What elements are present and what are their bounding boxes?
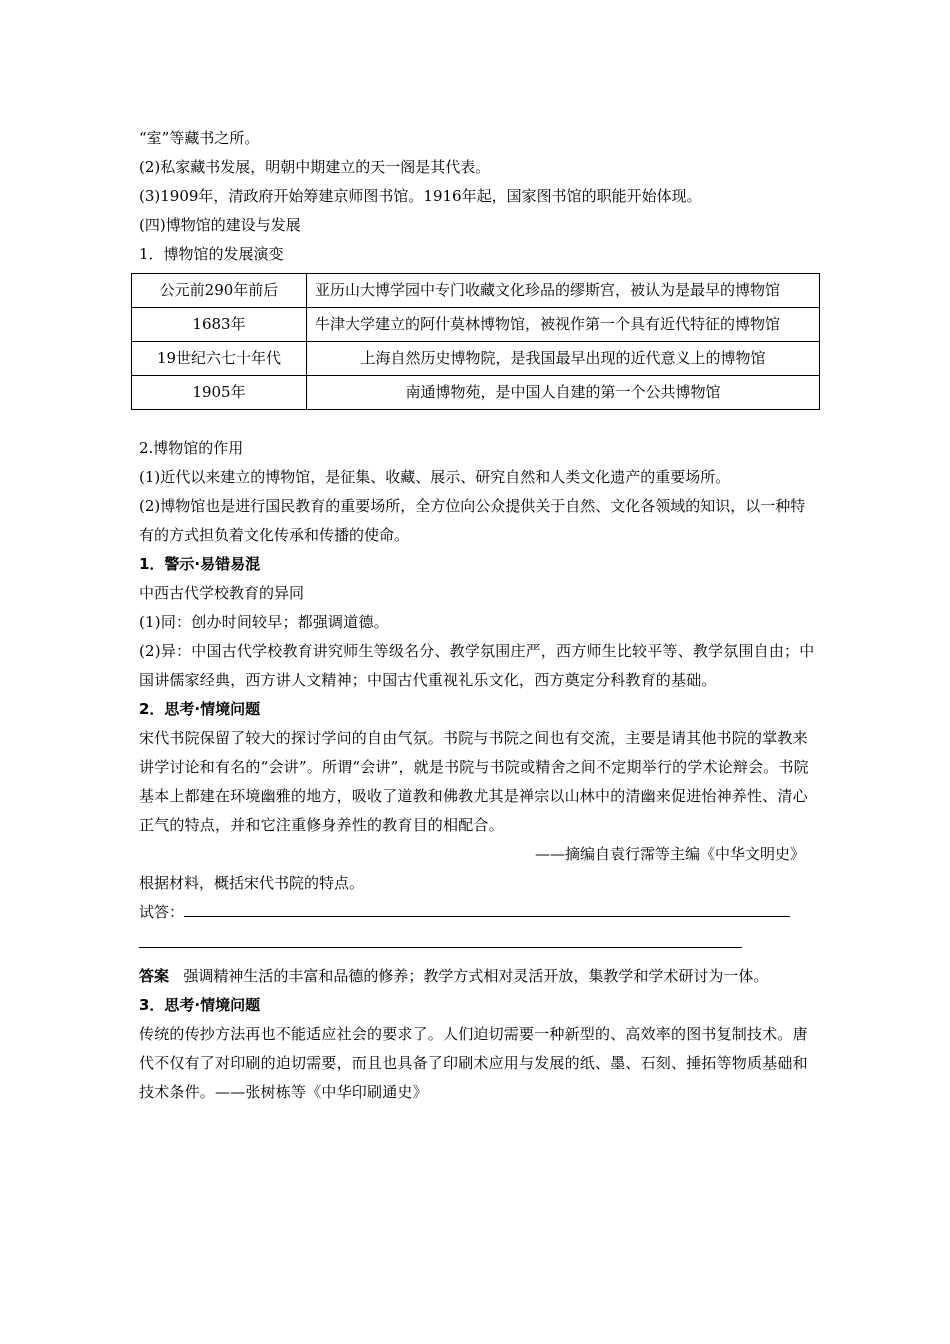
table-cell-year: 1905年 bbox=[132, 376, 307, 410]
think3-title: 3．思考·情境问题 bbox=[139, 996, 261, 1014]
table-cell-desc: 上海自然历史博物院，是我国最早出现的近代意义上的博物馆 bbox=[307, 342, 820, 376]
answer-blank-line-1[interactable] bbox=[184, 898, 790, 917]
museum-role-2: (2)博物馆也是进行国民教育的重要场所，全方位向公众提供关于自然、文化各领域的知识，以一种特有的方式担负着文化传承和传播的使命。 bbox=[139, 497, 806, 544]
museum-evolution-table bbox=[131, 273, 820, 410]
library-continuation: “室”等藏书之所。 bbox=[139, 129, 260, 147]
library-point-2: (2)私家藏书发展，明朝中期建立的天一阁是其代表。 bbox=[139, 158, 491, 176]
document-content bbox=[139, 124, 819, 1107]
table-row bbox=[132, 308, 820, 342]
think2-source: ——摘编自袁行霈等主编《中华文明史》 bbox=[534, 845, 805, 863]
library-point-3: (3)1909年，清政府开始筹建京师图书馆。1916年起，国家图书馆的职能开始体现。 bbox=[139, 187, 702, 205]
warning-title: 1．警示·易错易混 bbox=[139, 555, 261, 573]
table-cell-desc: 南通博物苑，是中国人自建的第一个公共博物馆 bbox=[307, 376, 820, 410]
warning-subtitle: 中西古代学校教育的异同 bbox=[139, 584, 305, 602]
museum-role-1: (1)近代以来建立的博物馆，是征集、收藏、展示、研究自然和人类文化遗产的重要场所。 bbox=[139, 468, 731, 486]
warning-diff: (2)异：中国古代学校教育讲究师生等级名分、教学氛围庄严，西方师生比较平等、教学氛围自由；中国讲儒家经典，西方讲人文精神；中国古代重视礼乐文化，西方奠定分科教育的基础。 bbox=[139, 642, 815, 689]
try-answer-label: 试答： bbox=[139, 903, 185, 921]
table-row bbox=[132, 376, 820, 410]
try-answer-row bbox=[139, 898, 819, 927]
think2-material: 宋代书院保留了较大的探讨学问的自由气氛。书院与书院之间也有交流，主要是请其他书院的掌教来讲学讨论和有名的“会讲”。所谓“会讲”，就是书院与书院或精舍之间不定期举行的学术论辩会。书院基本上都建在环境幽雅的地方，吸收了道教和佛教尤其是禅宗以山林中的清幽来促进怡神养性、清心正气的特点，并和它注重修身养性的教育目的相配合。 bbox=[139, 729, 809, 834]
warning-same: (1)同：创办时间较早；都强调道德。 bbox=[139, 613, 389, 631]
table-cell-year: 19世纪六七十年代 bbox=[132, 342, 307, 376]
table-cell-year: 1683年 bbox=[132, 308, 307, 342]
answer-blank-line-2[interactable] bbox=[139, 933, 742, 948]
table-cell-desc: 亚历山大博学园中专门收藏文化珍品的缪斯宫，被认为是最早的博物馆 bbox=[307, 274, 820, 308]
table-row bbox=[132, 274, 820, 308]
think2-question: 根据材料，概括宋代书院的特点。 bbox=[139, 874, 365, 892]
table-row bbox=[132, 342, 820, 376]
museum-evolution-subheading: 1．博物馆的发展演变 bbox=[139, 245, 284, 263]
think2-title: 2．思考·情境问题 bbox=[139, 700, 261, 718]
answer-label: 答案 bbox=[139, 967, 170, 985]
table-cell-year: 公元前290年前后 bbox=[132, 274, 307, 308]
think3-material: 传统的传抄方法再也不能适应社会的要求了。人们迫切需要一种新型的、高效率的图书复制技术。唐代不仅有了对印刷的迫切需要，而且也具备了印刷术应用与发展的纸、墨、石刻、捶拓等物质基础和技术条件。——张树栋等《中华印刷通史》 bbox=[139, 1025, 808, 1101]
table-cell-desc: 牛津大学建立的阿什莫林博物馆，被视作第一个具有近代特征的博物馆 bbox=[307, 308, 820, 342]
answer-text: 强调精神生活的丰富和品德的修养；教学方式相对灵活开放，集教学和学术研讨为一体。 bbox=[183, 967, 769, 985]
museum-heading: (四)博物馆的建设与发展 bbox=[139, 216, 301, 234]
answer-block bbox=[139, 962, 819, 991]
museum-role-subheading: 2.博物馆的作用 bbox=[139, 439, 244, 457]
